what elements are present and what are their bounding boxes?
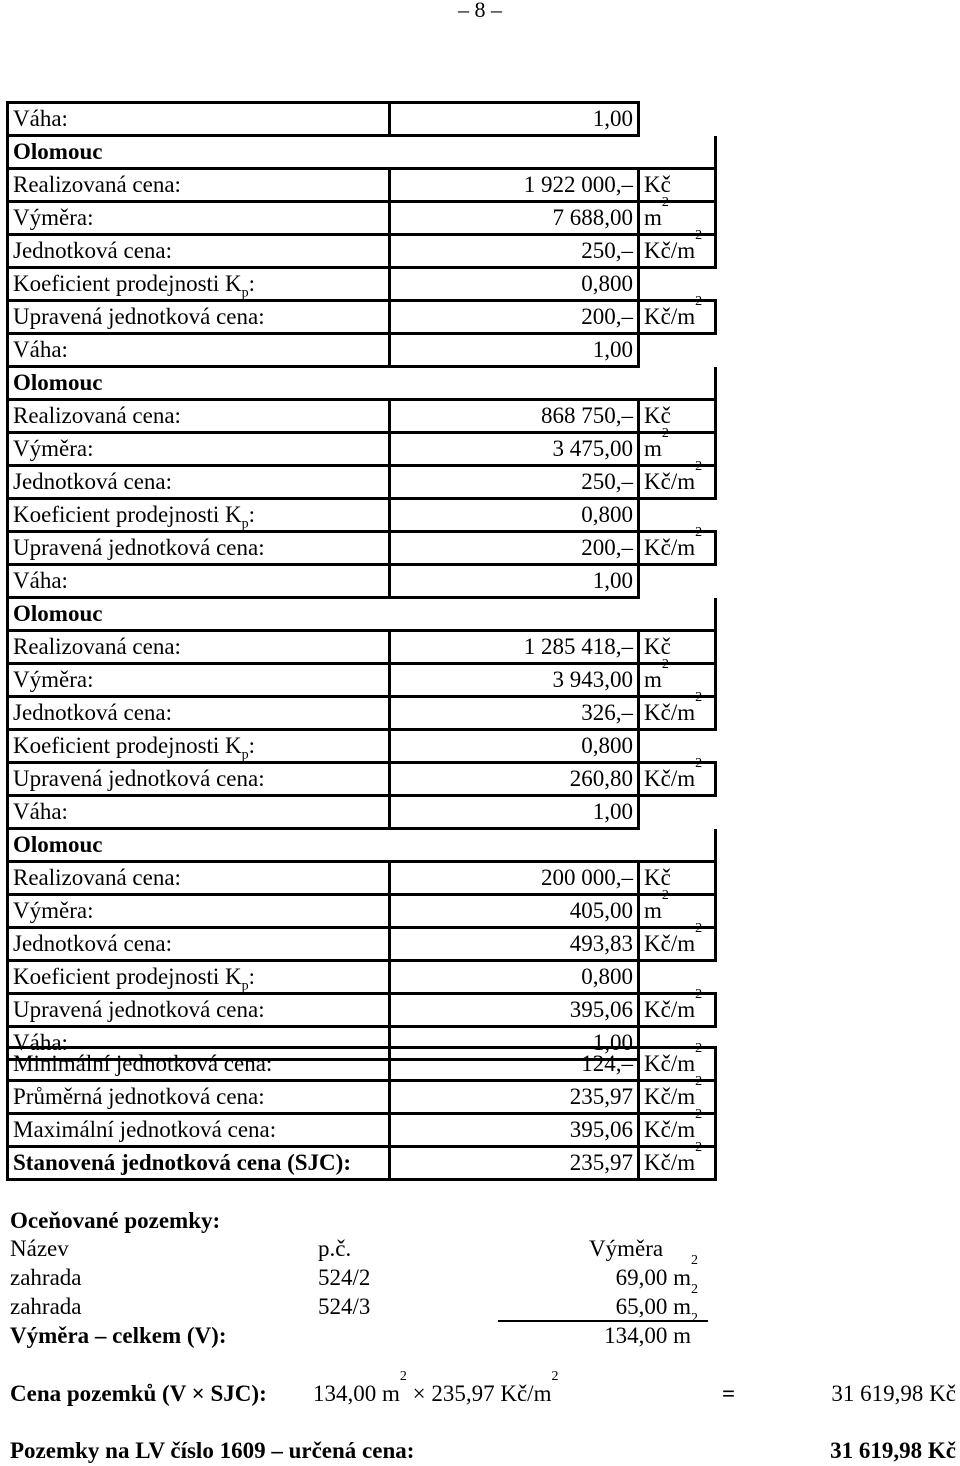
- comparable-kp-row: [8, 268, 716, 301]
- comparable-kp-value: 0,800: [390, 499, 639, 532]
- weight-value: 1,00: [390, 103, 639, 136]
- summary-value: 235,97: [390, 1147, 639, 1180]
- comparable-weight-value: 1,00: [390, 1027, 639, 1060]
- comparable-price-unit: Kč: [639, 631, 716, 664]
- comparable-kp-label: Koeficient prodejnosti $K_p$:: [8, 730, 390, 763]
- comparable-adj-price-unit: $Kč/m^2$: [639, 532, 716, 565]
- price-calc-result: 31 619,98 Kč: [831, 1381, 956, 1406]
- comparable-kp-label: Koeficient prodejnosti $K_p$:: [8, 268, 390, 301]
- comparable-price-value: 868 750,–: [390, 400, 639, 433]
- comparable-kp-unit: [639, 268, 716, 301]
- comparable-unit-price-label: Jednotková cena:: [8, 235, 390, 268]
- comparable-price-unit: Kč: [639, 400, 716, 433]
- comparable-area-unit: $m^2$: [639, 895, 716, 928]
- parcel-row-2-area: 65,00 $m^2$: [615, 1282, 698, 1319]
- comparable-adj-price-value: 260,80: [390, 763, 639, 796]
- comparable-unit-price-label: Jednotková cena:: [8, 466, 390, 499]
- comparable-city: Olomouc: [8, 136, 716, 169]
- comparable-unit-price-value: 250,–: [390, 466, 639, 499]
- comparable-unit-price-value: 493,83: [390, 928, 639, 961]
- comparable-kp-row: [8, 961, 716, 994]
- summary-row: [8, 1081, 716, 1114]
- comparable-price-label: Realizovaná cena:: [8, 169, 390, 202]
- final-value: 31 619,98 Kč: [830, 1438, 956, 1463]
- summary-row: [8, 1114, 716, 1147]
- comparable-unit-price-unit: $Kč/m^2$: [639, 235, 716, 268]
- comparable-city: Olomouc: [8, 598, 716, 631]
- comparable-area-label: Výměra:: [8, 664, 390, 697]
- comparable-weight-row: [8, 334, 716, 367]
- comparable-unit-price-row: [8, 235, 716, 268]
- summary-value: 124,–: [390, 1048, 639, 1081]
- parcels-header-name: Název: [10, 1236, 69, 1261]
- parcel-row-1-area: 69,00 $m^2$: [615, 1253, 698, 1290]
- comparable-area-row: [8, 433, 716, 466]
- comparable-kp-value: 0,800: [390, 961, 639, 994]
- comparable-price-value: 200 000,–: [390, 862, 639, 895]
- comparable-unit-price-label: Jednotková cena:: [8, 697, 390, 730]
- comparable-price-row: [8, 862, 716, 895]
- comparable-weight-unit: [639, 796, 716, 829]
- comparable-kp-label: Koeficient prodejnosti $K_p$:: [8, 961, 390, 994]
- comparable-weight-row: [8, 565, 716, 598]
- summary-label: Průměrná jednotková cena:: [8, 1081, 390, 1114]
- summary-unit: $Kč/m^2$: [639, 1147, 716, 1180]
- comparable-weight-value: 1,00: [390, 565, 639, 598]
- comparable-adj-price-value: 200,–: [390, 301, 639, 334]
- comparable-city-row: [8, 367, 716, 400]
- comparable-price-value: 1 922 000,–: [390, 169, 639, 202]
- comparable-kp-unit: [639, 499, 716, 532]
- comparable-area-value: 3 475,00: [390, 433, 639, 466]
- summary-value: 395,06: [390, 1114, 639, 1147]
- comparables-table: [6, 101, 717, 1061]
- comparable-area-row: [8, 895, 716, 928]
- comparable-adj-price-unit: $Kč/m^2$: [639, 994, 716, 1027]
- comparable-adj-price-row: [8, 763, 716, 796]
- parcel-row-2-name: zahrada: [10, 1294, 82, 1319]
- comparable-weight-row: [8, 796, 716, 829]
- parcels-total-label: Výměra – celkem (V):: [10, 1323, 227, 1348]
- price-calc-label: Cena pozemků (V × SJC):: [10, 1381, 267, 1406]
- summary-unit: $Kč/m^2$: [639, 1048, 716, 1081]
- comparable-area-row: [8, 664, 716, 697]
- parcels-header-pc: p.č.: [318, 1236, 352, 1261]
- summary-label: Maximální jednotková cena:: [8, 1114, 390, 1147]
- comparable-price-value: 1 285 418,–: [390, 631, 639, 664]
- comparable-city-row: [8, 829, 716, 862]
- comparable-adj-price-row: [8, 994, 716, 1027]
- comparable-unit-price-unit: $Kč/m^2$: [639, 697, 716, 730]
- comparable-city: Olomouc: [8, 367, 716, 400]
- comparable-kp-label: Koeficient prodejnosti $K_p$:: [8, 499, 390, 532]
- comparable-weight-unit: [639, 565, 716, 598]
- comparable-price-row: [8, 400, 716, 433]
- price-calc-equals: =: [722, 1381, 736, 1406]
- comparable-price-row: [8, 169, 716, 202]
- parcel-row-2-pc: 524/3: [318, 1294, 371, 1319]
- comparable-adj-price-label: Upravená jednotková cena:: [8, 532, 390, 565]
- comparable-adj-price-unit: $Kč/m^2$: [639, 301, 716, 334]
- comparable-unit-price-value: 326,–: [390, 697, 639, 730]
- weight-row: [8, 103, 716, 136]
- summary-unit: $Kč/m^2$: [639, 1114, 716, 1147]
- summary-row: [8, 1147, 716, 1180]
- parcels-header-area: Výměra: [589, 1236, 664, 1261]
- comparable-unit-price-unit: $Kč/m^2$: [639, 928, 716, 961]
- comparable-area-value: 3 943,00: [390, 664, 639, 697]
- comparable-unit-price-row: [8, 466, 716, 499]
- comparable-adj-price-value: 395,06: [390, 994, 639, 1027]
- comparable-price-label: Realizovaná cena:: [8, 862, 390, 895]
- comparable-kp-value: 0,800: [390, 730, 639, 763]
- comparable-kp-unit: [639, 961, 716, 994]
- comparable-price-unit: Kč: [639, 862, 716, 895]
- comparable-price-row: [8, 631, 716, 664]
- comparable-unit-price-value: 250,–: [390, 235, 639, 268]
- comparable-area-value: 7 688,00: [390, 202, 639, 235]
- parcel-row-1-pc: 524/2: [318, 1265, 371, 1290]
- summary-label: Minimální jednotková cena:: [8, 1048, 390, 1081]
- comparable-kp-row: [8, 730, 716, 763]
- comparable-weight-label: Váha:: [8, 1027, 390, 1060]
- comparable-weight-unit: [639, 334, 716, 367]
- page-number: – 8 –: [458, 0, 502, 22]
- comparable-city-row: [8, 136, 716, 169]
- comparable-adj-price-label: Upravená jednotková cena:: [8, 763, 390, 796]
- parcel-row-1-name: zahrada: [10, 1265, 82, 1290]
- comparable-area-label: Výměra:: [8, 433, 390, 466]
- comparable-area-label: Výměra:: [8, 202, 390, 235]
- comparable-unit-price-label: Jednotková cena:: [8, 928, 390, 961]
- summary-unit: $Kč/m^2$: [639, 1081, 716, 1114]
- comparable-area-label: Výměra:: [8, 895, 390, 928]
- comparable-city-row: [8, 598, 716, 631]
- comparable-weight-label: Váha:: [8, 565, 390, 598]
- comparable-city: Olomouc: [8, 829, 716, 862]
- comparable-unit-price-unit: $Kč/m^2$: [639, 466, 716, 499]
- comparable-unit-price-row: [8, 697, 716, 730]
- comparable-weight-label: Váha:: [8, 796, 390, 829]
- comparable-weight-value: 1,00: [390, 796, 639, 829]
- comparable-unit-price-row: [8, 928, 716, 961]
- comparable-adj-price-unit: $Kč/m^2$: [639, 763, 716, 796]
- comparable-adj-price-row: [8, 301, 716, 334]
- summary-row: [8, 1048, 716, 1081]
- comparable-area-row: [8, 202, 716, 235]
- summary-value: 235,97: [390, 1081, 639, 1114]
- parcels-title: Oceňované pozemky:: [10, 1208, 221, 1233]
- parcels-total-value: 134,00 $m^2$: [604, 1311, 698, 1348]
- comparable-kp-unit: [639, 730, 716, 763]
- comparable-price-label: Realizovaná cena:: [8, 631, 390, 664]
- price-calc-formula: 134,00 $m^2 \times 235,97$ $Kč/m^2$: [313, 1369, 559, 1406]
- comparable-price-unit: Kč: [639, 169, 716, 202]
- comparable-price-label: Realizovaná cena:: [8, 400, 390, 433]
- final-label: Pozemky na LV číslo 1609 – určená cena:: [10, 1438, 415, 1463]
- comparable-area-value: 405,00: [390, 895, 639, 928]
- comparable-area-unit: $m^2$: [639, 664, 716, 697]
- comparable-weight-label: Váha:: [8, 334, 390, 367]
- comparable-kp-row: [8, 499, 716, 532]
- comparable-adj-price-label: Upravená jednotková cena:: [8, 994, 390, 1027]
- comparable-area-unit: $m^2$: [639, 433, 716, 466]
- comparable-kp-value: 0,800: [390, 268, 639, 301]
- comparable-area-unit: $m^2$: [639, 202, 716, 235]
- summary-label: Stanovená jednotková cena (SJC):: [8, 1147, 390, 1180]
- comparable-adj-price-value: 200,–: [390, 532, 639, 565]
- comparable-adj-price-row: [8, 532, 716, 565]
- sum-rule: [498, 1320, 708, 1322]
- weight-label: Váha:: [8, 103, 390, 136]
- comparable-weight-value: 1,00: [390, 334, 639, 367]
- comparable-adj-price-label: Upravená jednotková cena:: [8, 301, 390, 334]
